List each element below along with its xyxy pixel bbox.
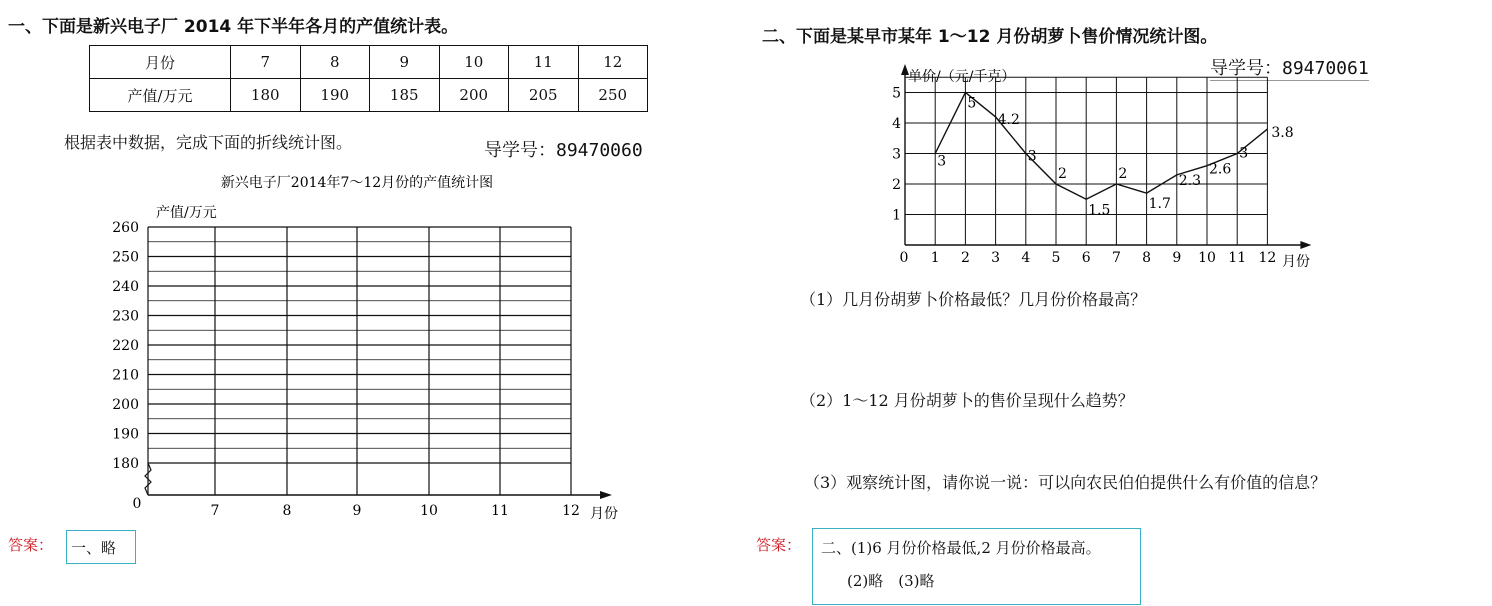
table-row <box>90 79 648 112</box>
x-tick-label: 11 <box>491 503 509 519</box>
y-tick-label: 230 <box>112 308 139 325</box>
guide-number-right: 导学号：89470061 <box>1210 54 1369 81</box>
y-tick-label: 3 <box>892 146 901 163</box>
x-tick-label: 10 <box>1198 250 1216 266</box>
data-label: 2.3 <box>1178 172 1202 189</box>
table-cell: 190 <box>300 79 370 112</box>
y-tick-label: 190 <box>112 426 139 443</box>
y-tick-label: 260 <box>112 220 139 236</box>
x-tick-label: 6 <box>1081 250 1091 266</box>
y-axis-label-left: 产值/万元 <box>156 205 217 221</box>
table-cell: 7 <box>231 46 301 79</box>
x-tick-label: 3 <box>991 250 1001 266</box>
x-tick-label: 7 <box>1111 250 1121 266</box>
price-series <box>935 93 1267 200</box>
x-tick-label: 10 <box>420 503 438 519</box>
x-tick-label: 7 <box>210 503 220 519</box>
x-tick-label: 8 <box>282 503 292 519</box>
data-label: 1.7 <box>1148 196 1171 213</box>
y-tick-label: 210 <box>112 367 139 384</box>
answer-line-1: 二、(1)6 月份价格最低,2 月份价格最高。 <box>821 539 1101 557</box>
x-tick-label: 1 <box>930 250 940 266</box>
table-header-value: 产值/万元 <box>90 79 231 112</box>
x-axis-arrow <box>600 491 612 499</box>
table-cell: 8 <box>300 46 370 79</box>
x-tick-label: 4 <box>1021 250 1031 266</box>
table-cell: 180 <box>231 79 301 112</box>
x-tick-label: 9 <box>1172 250 1182 266</box>
question-1: （1）几月份胡萝卜价格最低？几月份价格最高？ <box>800 290 1147 309</box>
blank-production-chart <box>0 165 700 530</box>
data-label: 2 <box>1118 166 1128 182</box>
y-tick-label: 4 <box>892 116 901 132</box>
table-header-month: 月份 <box>90 46 231 79</box>
question-3: （3）观察统计图，请你说一说：可以向农民伯伯提供什么有价值的信息？ <box>804 473 1327 492</box>
x-tick-label: 11 <box>1228 250 1247 266</box>
origin-label-left: 0 <box>132 496 142 512</box>
left-y-ticks <box>112 220 139 472</box>
x-axis-label-left: 月份 <box>590 506 618 522</box>
answer-label-left: 答案： <box>8 536 54 554</box>
y-tick-label: 250 <box>112 249 139 266</box>
x-tick-label: 9 <box>352 503 362 519</box>
y-tick-label: 5 <box>892 85 901 102</box>
instruction-text: 根据表中数据，完成下面的折线统计图。 <box>64 133 353 152</box>
table-cell: 12 <box>578 46 648 79</box>
right-axes <box>901 64 1311 249</box>
y-tick-label: 220 <box>112 338 139 354</box>
data-label: 2.6 <box>1209 161 1232 178</box>
x-axis-arrow <box>1300 241 1311 249</box>
left-grid <box>145 227 612 499</box>
data-label: 1.5 <box>1088 202 1111 219</box>
y-tick-label: 1 <box>892 207 901 224</box>
y-tick-label: 180 <box>112 456 139 472</box>
x-tick-label: 12 <box>562 503 580 519</box>
y-tick-label: 2 <box>892 177 901 193</box>
carrot-price-chart <box>880 60 1340 275</box>
right-y-ticks <box>892 86 901 224</box>
price-line <box>935 93 1267 200</box>
production-table <box>89 45 648 112</box>
answer-box-right <box>812 528 1141 605</box>
answer-line-2: (2)略 (3)略 <box>847 572 935 590</box>
data-label: 4.2 <box>997 111 1020 128</box>
right-heading: 二、下面是某早市某年 1～12 月份胡萝卜售价情况统计图。 <box>762 27 1218 47</box>
y-tick-label: 200 <box>112 397 139 413</box>
x-tick-label: 2 <box>960 250 970 266</box>
table-cell: 9 <box>370 46 440 79</box>
left-x-ticks <box>211 503 580 519</box>
answer-label-right: 答案： <box>756 536 802 554</box>
data-label: 2 <box>1058 166 1067 182</box>
data-label: 3.8 <box>1271 125 1294 142</box>
answer-box-left <box>66 530 136 564</box>
table-cell: 205 <box>509 79 579 112</box>
question-2: （2）1～12 月份胡萝卜的售价呈现什么趋势？ <box>800 391 1134 410</box>
table-cell: 200 <box>439 79 509 112</box>
x-tick-label: 12 <box>1258 250 1277 266</box>
y-tick-label: 240 <box>112 279 139 295</box>
left-heading: 一、下面是新兴电子厂 2014 年下半年各月的产值统计表。 <box>8 17 459 37</box>
data-label: 3 <box>937 153 947 170</box>
chart-title-left: 新兴电子厂2014年7～12月份的产值统计图 <box>220 175 494 191</box>
table-row <box>90 46 648 79</box>
y-axis-label-right: 单价/（元/千克） <box>908 69 1016 85</box>
x-tick-label: 5 <box>1051 250 1061 266</box>
table-cell: 10 <box>439 46 509 79</box>
x-tick-label: 8 <box>1142 250 1152 266</box>
guide-number-left: 导学号：89470060 <box>484 140 643 161</box>
data-label: 3 <box>1027 148 1037 165</box>
price-data-labels <box>937 96 1293 219</box>
answer-text-left: 一、略 <box>71 539 117 557</box>
data-label: 5 <box>967 95 977 112</box>
data-label: 3 <box>1239 145 1249 162</box>
table-cell: 250 <box>578 79 648 112</box>
x-axis-label-right: 月份 <box>1282 254 1310 270</box>
origin-label-right: 0 <box>899 250 909 266</box>
right-x-ticks <box>931 250 1277 266</box>
table-cell: 11 <box>509 46 579 79</box>
table-cell: 185 <box>370 79 440 112</box>
